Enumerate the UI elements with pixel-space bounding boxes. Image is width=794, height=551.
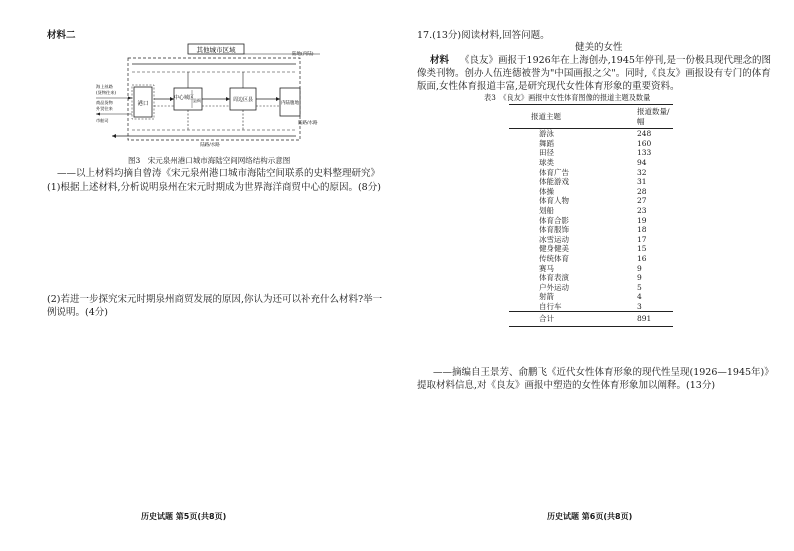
table-header-topic: 报道主题 [509,105,637,129]
table-total-value: 891 [637,312,673,327]
table-cell-topic: 舞蹈 [539,138,554,148]
table-cell-topic: 冰雪运动 [539,234,569,244]
table-row [509,225,673,235]
table-row [509,235,673,245]
table-row [509,283,673,293]
table-cell-topic: 体育表演 [539,273,569,283]
diagram-center-label: 中心城区 [173,95,195,101]
question-2-line2: 例说明。(4分) [47,307,108,318]
material-heading: 材料二 [47,30,76,41]
figure-caption: 图3 宋元泉州港口城市海陆空间网络结构示意图 [128,156,291,165]
table-cell-count: 160 [637,138,652,148]
diagram-left-label: 商品货物 [96,100,113,105]
table-cell-topic: 传统体育 [539,253,569,263]
table-cell-count: 9 [637,263,642,273]
table-cell-topic: 体育合影 [539,215,569,225]
table-cell-count: 28 [637,186,647,196]
table-cell-topic: 体操 [539,186,554,196]
table-cell-topic: 体育广告 [539,167,569,177]
question-17-header: 17.(13分)阅读材料,回答问题。 [417,30,550,41]
table-cell-count: 27 [637,196,647,206]
table-cell-topic: 体育人物 [539,196,569,206]
material-text-line1: 《良友》画报于1926年在上海创办,1945年停刊,是一份极具现代理念的图 [460,55,771,66]
diagram-right-label: 内陆腹地 [281,101,299,106]
table-cell-topic: 健身健美 [539,244,569,254]
table-row [509,148,673,158]
table-cell-count: 18 [637,225,647,235]
table-cell-count: 17 [637,234,647,244]
source-line-right: ——摘编自王景芳、俞鹏飞《近代女性体育形象的现代性呈现(1926—1945年)》 [433,367,774,378]
diagram-port-label: 港口 [137,101,149,107]
table-cell-count: 9 [637,273,642,283]
port-network-diagram [92,42,320,150]
table-row [509,254,673,264]
table-cell-count: 15 [637,244,647,254]
table-cell-topic: 户外运动 [539,282,569,292]
table-cell-topic: 划船 [539,205,554,215]
table-header-count: 报道数量/幅 [637,105,673,129]
table-cell-count: 31 [637,177,647,187]
table-cell-count: 32 [637,167,647,177]
material-text-line3: 版面,女性体育报道丰富,是研究现代女性体育形象的重要资料。 [417,81,680,92]
table-cell-count: 94 [637,157,647,167]
table-cell-count: 23 [637,205,647,215]
table-cell-count: 133 [637,148,652,158]
table-row [509,206,673,216]
table-row [509,158,673,168]
question-2-line1: (2)若进一步探究宋元时期泉州商贸发展的原因,你认为还可以补充什么材料?举一 [47,294,383,305]
table-cell-topic: 体能游戏 [539,177,569,187]
diagram-center-sub-label: 县衙 [193,98,201,103]
table-cell-topic: 游泳 [539,129,554,139]
table-cell-topic: 自行车 [539,301,562,311]
question-1: (1)根据上述材料,分析说明泉州在宋元时期成为世界海洋商贸中心的原因。(8分) [47,182,381,193]
page-footer-right: 历史试题 第6页(共8页) [547,512,633,521]
table-row [509,302,673,312]
table-row [509,187,673,197]
diagram-left-label: 海上丝路 [96,84,113,89]
table-cell-count: 3 [637,301,642,311]
table-total-label: 合计 [509,312,637,327]
table-row [509,139,673,149]
table-cell-topic: 赛马 [539,263,554,273]
table-row [509,129,673,139]
table-header-row [509,105,673,129]
table-row [509,273,673,283]
diagram-left-label: 外贸往来 [96,106,113,111]
table-row [509,244,673,254]
table-cell-count: 248 [637,129,652,139]
table-row [509,264,673,274]
diagram-right-top-label: 陆地(内陆) [292,52,314,57]
source-line-left: ——以上材料均摘自曾涛《宋元泉州港口城市海陆空间联系的史料整理研究》 [57,168,381,179]
question-17: 提取材料信息,对《良友》画报中塑造的女性体育形象加以阐释。(13分) [417,380,716,391]
diagram-top-box-label: 其他城市区域 [196,46,236,54]
table-cell-topic: 体育服饰 [539,225,569,235]
section-title: 健美的女性 [575,42,623,53]
diagram-middle-label: 周边区县 [232,97,254,103]
table-cell-count: 5 [637,282,642,292]
report-topic-table [509,104,673,327]
table-row [509,216,673,226]
material-label: 材料 [430,55,450,66]
material-text-line2: 像类刊物。创办人伍连德被誉为"中国画报之父"。同时,《良友》画报设有专门的体育 [417,68,771,79]
table-cell-count: 16 [637,253,647,263]
table-cell-topic: 球类 [539,157,554,167]
diagram-left-label: 市舶司 [96,118,109,123]
table-row [509,177,673,187]
table-total-row [509,312,673,327]
table-row [509,168,673,178]
table-caption: 表3 《良友》画报中女性体育图像的报道主题及数量 [484,93,651,102]
table-cell-count: 19 [637,215,647,225]
table-row [509,292,673,302]
diagram-right-mid-label: 陆路/水路 [298,121,318,126]
diagram-left-label: (货物往来) [96,90,117,95]
page-footer-left: 历史试题 第5页(共8页) [141,512,227,521]
diagram-bottom-label: 陆路/水路 [200,143,220,148]
table-cell-topic: 田径 [539,148,554,158]
table-row [509,196,673,206]
table-cell-topic: 射箭 [539,292,554,302]
table-cell-count: 4 [637,292,642,302]
